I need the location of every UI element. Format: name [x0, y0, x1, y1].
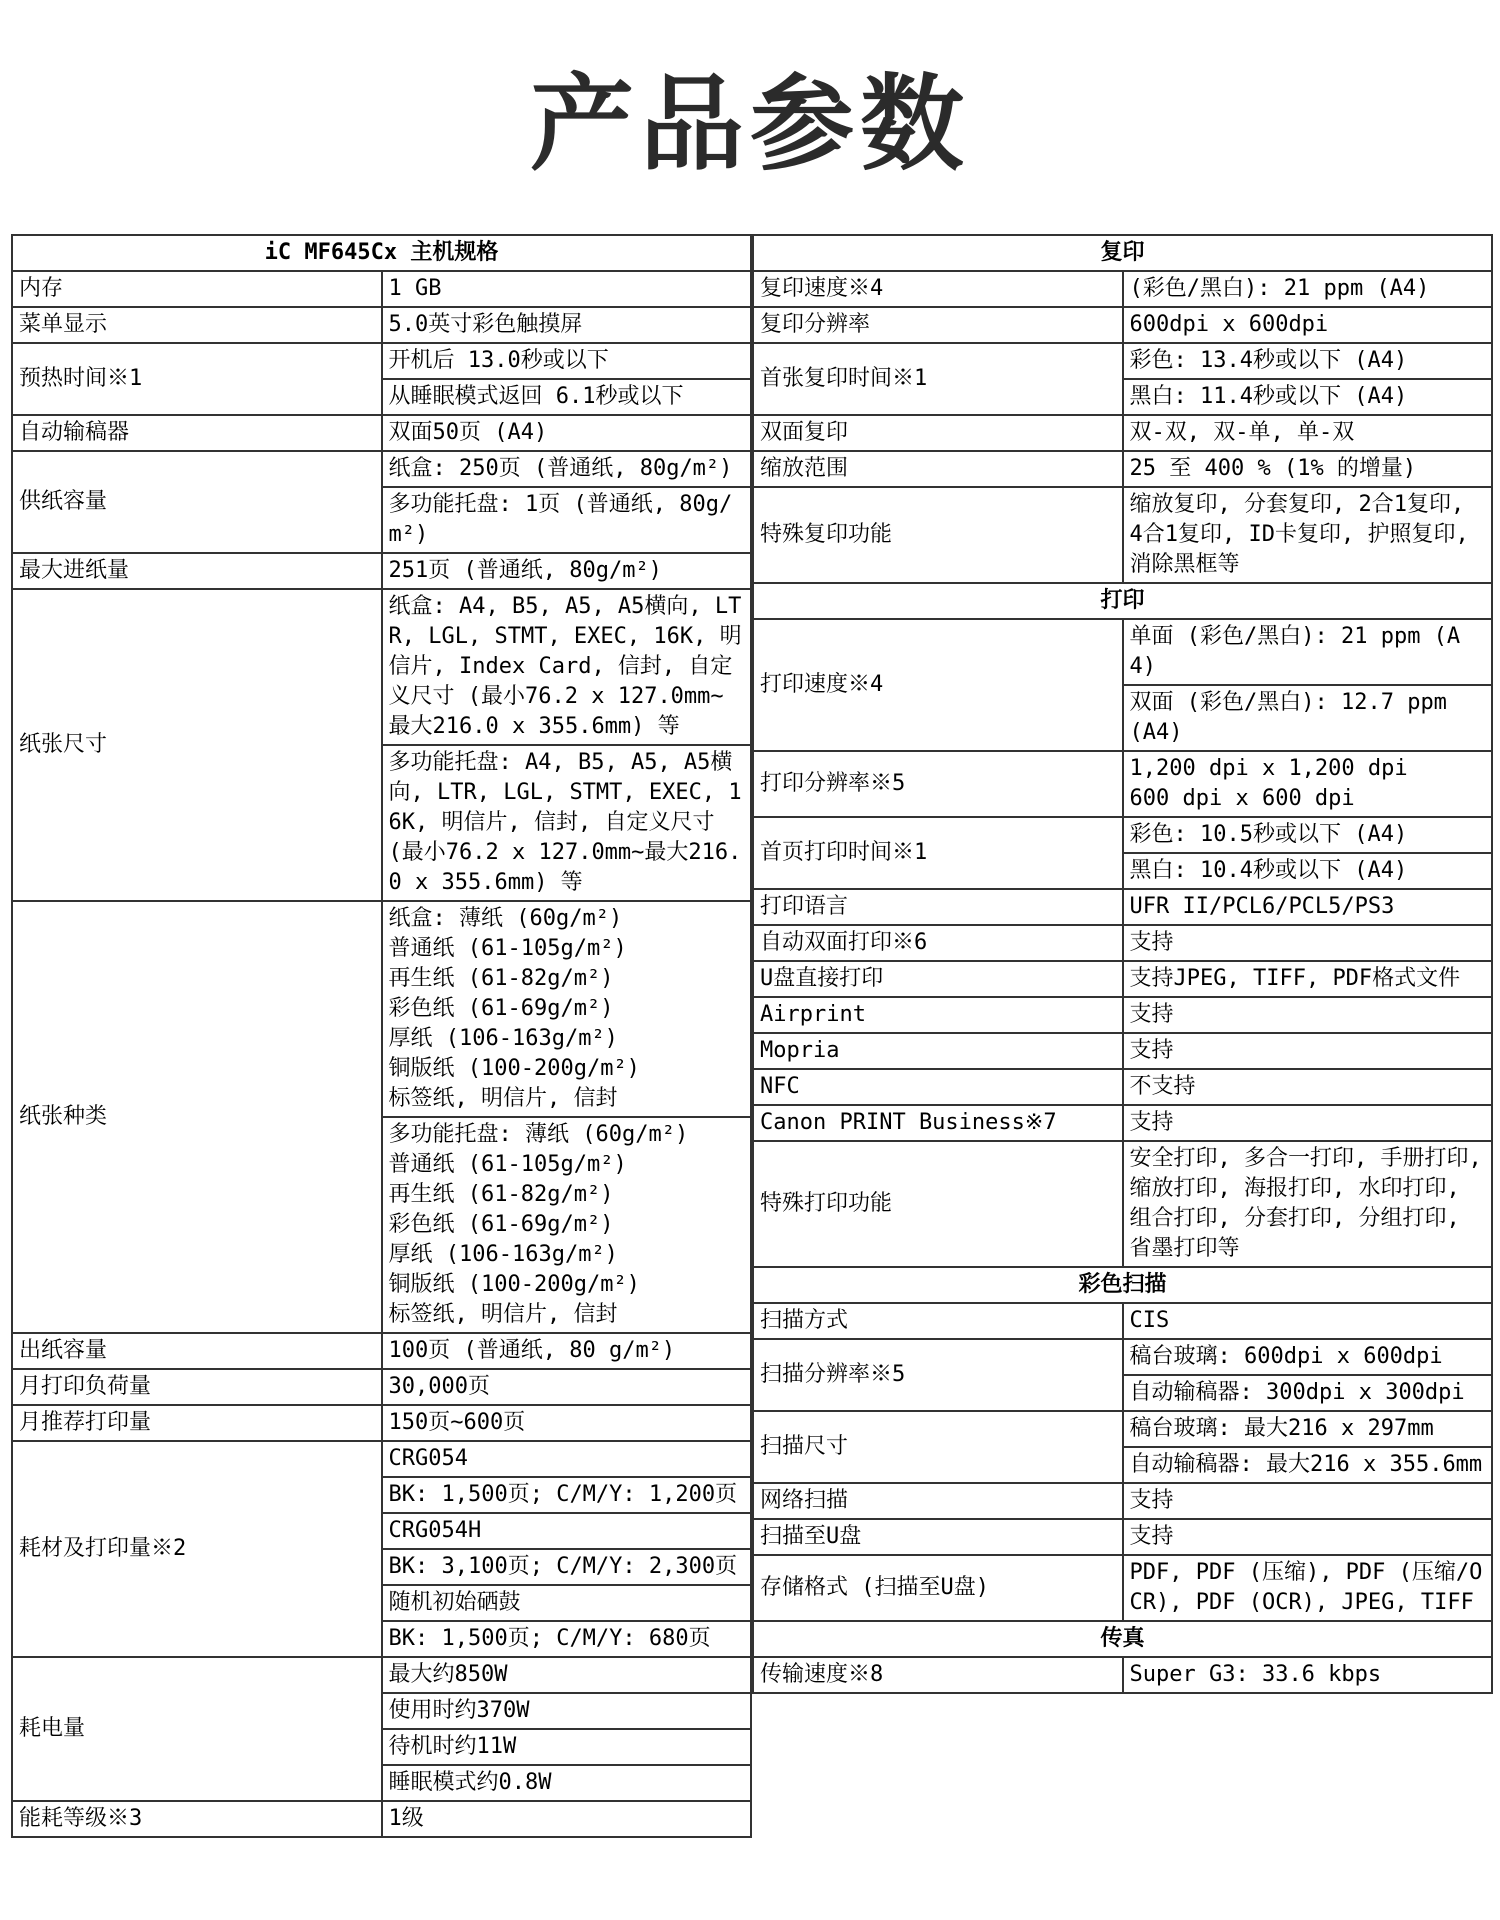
- spec-value: PDF, PDF (压缩), PDF (压缩/OCR), PDF (OCR), JPEG, TIFF: [1123, 1555, 1493, 1621]
- spec-value: 支持: [1123, 997, 1493, 1033]
- spec-label: 预热时间※1: [12, 343, 382, 415]
- section-heading: 传真: [753, 1621, 1492, 1657]
- spec-label: 首页打印时间※1: [753, 817, 1123, 889]
- table-row: [12, 415, 751, 451]
- spec-value-line: 厚纸 (106-163g/m²): [388, 1242, 618, 1267]
- table-row: [753, 343, 1492, 379]
- spec-value: CIS: [1123, 1303, 1493, 1339]
- table-row: [753, 1339, 1492, 1375]
- spec-value: 双-双, 双-单, 单-双: [1123, 415, 1493, 451]
- spec-value: 不支持: [1123, 1069, 1493, 1105]
- spec-value: 稿台玻璃: 600dpi x 600dpi: [1123, 1339, 1493, 1375]
- table-row: [753, 925, 1492, 961]
- spec-label: Canon PRINT Business※7: [753, 1105, 1123, 1141]
- spec-value: 支持JPEG, TIFF, PDF格式文件: [1123, 961, 1493, 997]
- spec-value-line: 铜版纸 (100-200g/m²): [388, 1056, 640, 1081]
- section-header-row: [753, 1267, 1492, 1303]
- table-row: [753, 961, 1492, 997]
- spec-label: 复印分辨率: [753, 307, 1123, 343]
- table-row: [753, 1483, 1492, 1519]
- spec-label: 打印语言: [753, 889, 1123, 925]
- spec-value: 30,000页: [382, 1369, 752, 1405]
- spec-label: 内存: [12, 271, 382, 307]
- table-row: [12, 271, 751, 307]
- table-row: [753, 619, 1492, 685]
- spec-label: 缩放范围: [753, 451, 1123, 487]
- spec-value: 纸盒: 250页 (普通纸, 80g/m²): [382, 451, 752, 487]
- spec-label: NFC: [753, 1069, 1123, 1105]
- table-row: [12, 1801, 751, 1837]
- spec-value: [1123, 751, 1493, 817]
- table-row: [753, 1141, 1492, 1267]
- spec-label: 打印分辨率※5: [753, 751, 1123, 817]
- table-row: [753, 817, 1492, 853]
- spec-label: U盘直接打印: [753, 961, 1123, 997]
- spec-value: 251页 (普通纸, 80g/m²): [382, 553, 752, 589]
- spec-value: [382, 901, 752, 1117]
- table-row: [12, 1369, 751, 1405]
- spec-label: 复印速度※4: [753, 271, 1123, 307]
- spec-label: 扫描至U盘: [753, 1519, 1123, 1555]
- section-header-row: [753, 1621, 1492, 1657]
- spec-label: 纸张种类: [12, 901, 382, 1333]
- spec-label: 扫描方式: [753, 1303, 1123, 1339]
- table-row: [753, 889, 1492, 925]
- table-row: [753, 307, 1492, 343]
- spec-label: 双面复印: [753, 415, 1123, 451]
- spec-value: Super G3: 33.6 kbps: [1123, 1657, 1493, 1693]
- page-title: 产品参数: [529, 63, 970, 185]
- spec-value: 多功能托盘: 1页 (普通纸, 80g/m²): [382, 487, 752, 553]
- spec-value: 安全打印, 多合一打印, 手册打印, 缩放打印, 海报打印, 水印打印, 组合打印, 分套打印, 分组打印, 省墨打印等: [1123, 1141, 1493, 1267]
- table-row: [12, 901, 751, 1117]
- table-row: [753, 997, 1492, 1033]
- spec-value: 使用时约370W: [382, 1693, 752, 1729]
- spec-value: 随机初始硒鼓: [382, 1585, 752, 1621]
- spec-value: 彩色: 13.4秒或以下 (A4): [1123, 343, 1493, 379]
- section-heading: iC MF645Cx 主机规格: [12, 235, 751, 271]
- spec-value: UFR II/PCL6/PCL5/PS3: [1123, 889, 1493, 925]
- spec-value: 支持: [1123, 1033, 1493, 1069]
- spec-label: Airprint: [753, 997, 1123, 1033]
- spec-value: 开机后 13.0秒或以下: [382, 343, 752, 379]
- spec-label: 传输速度※8: [753, 1657, 1123, 1693]
- spec-value-line: 铜版纸 (100-200g/m²): [388, 1272, 640, 1297]
- spec-value: 支持: [1123, 1483, 1493, 1519]
- spec-value: 双面 (彩色/黑白): 12.7 ppm (A4): [1123, 685, 1493, 751]
- spec-value: 支持: [1123, 925, 1493, 961]
- spec-value-line: 再生纸 (61-82g/m²): [388, 966, 614, 991]
- spec-value: 从睡眠模式返回 6.1秒或以下: [382, 379, 752, 415]
- spec-label: 纸张尺寸: [12, 589, 382, 901]
- section-header-row: [753, 583, 1492, 619]
- spec-value: 1 GB: [382, 271, 752, 307]
- spec-value: CRG054H: [382, 1513, 752, 1549]
- spec-value: 黑白: 11.4秒或以下 (A4): [1123, 379, 1493, 415]
- spec-value-line: 普通纸 (61-105g/m²): [388, 1152, 627, 1177]
- table-row: [12, 589, 751, 745]
- spec-value: 稿台玻璃: 最大216 x 297mm: [1123, 1411, 1493, 1447]
- spec-label: 网络扫描: [753, 1483, 1123, 1519]
- spec-value: 双面50页 (A4): [382, 415, 752, 451]
- table-row: [12, 1441, 751, 1477]
- spec-label: 扫描分辨率※5: [753, 1339, 1123, 1411]
- table-row: [753, 1411, 1492, 1447]
- table-row: [753, 751, 1492, 817]
- spec-value: CRG054: [382, 1441, 752, 1477]
- section-header-row: [12, 235, 751, 271]
- spec-label: 特殊复印功能: [753, 487, 1123, 583]
- spec-value-line: 厚纸 (106-163g/m²): [388, 1026, 618, 1051]
- spec-value-line: 彩色纸 (61-69g/m²): [388, 1212, 614, 1237]
- spec-value: 1级: [382, 1801, 752, 1837]
- spec-label: 特殊打印功能: [753, 1141, 1123, 1267]
- table-row: [12, 307, 751, 343]
- table-row: [12, 553, 751, 589]
- table-row: [753, 1555, 1492, 1621]
- spec-value-line: 普通纸 (61-105g/m²): [388, 936, 627, 961]
- spec-value: 纸盒: A4, B5, A5, A5横向, LTR, LGL, STMT, EXEC, 16K, 明信片, Index Card, 信封, 自定义尺寸 (最小76.2 x 127.0mm~最大216.0 x 355.6mm) 等: [382, 589, 752, 745]
- spec-label: 自动输稿器: [12, 415, 382, 451]
- spec-value-line: 纸盒: 薄纸 (60g/m²): [388, 906, 623, 931]
- spec-label: 存储格式 (扫描至U盘): [753, 1555, 1123, 1621]
- table-row: [12, 343, 751, 379]
- spec-label: 能耗等级※3: [12, 1801, 382, 1837]
- spec-value-line: 600 dpi x 600 dpi: [1129, 786, 1355, 811]
- table-row: [753, 1033, 1492, 1069]
- table-row: [12, 451, 751, 487]
- spec-value: 支持: [1123, 1105, 1493, 1141]
- table-row: [753, 271, 1492, 307]
- spec-label: 月打印负荷量: [12, 1369, 382, 1405]
- spec-value: 25 至 400 % (1% 的增量): [1123, 451, 1493, 487]
- spec-value: (彩色/黑白): 21 ppm (A4): [1123, 271, 1493, 307]
- spec-label: 最大进纸量: [12, 553, 382, 589]
- spec-label: 首张复印时间※1: [753, 343, 1123, 415]
- spec-label: 耗电量: [12, 1657, 382, 1801]
- spec-label: 耗材及打印量※2: [12, 1441, 382, 1657]
- spec-value: 单面 (彩色/黑白): 21 ppm (A4): [1123, 619, 1493, 685]
- spec-value: 自动输稿器: 300dpi x 300dpi: [1123, 1375, 1493, 1411]
- table-row: [12, 1405, 751, 1441]
- spec-value-line: 再生纸 (61-82g/m²): [388, 1182, 614, 1207]
- spec-value: 彩色: 10.5秒或以下 (A4): [1123, 817, 1493, 853]
- table-row: [753, 1303, 1492, 1339]
- table-row: [12, 1333, 751, 1369]
- spec-value: 黑白: 10.4秒或以下 (A4): [1123, 853, 1493, 889]
- spec-value: 5.0英寸彩色触摸屏: [382, 307, 752, 343]
- spec-value-line: 多功能托盘: 薄纸 (60g/m²): [388, 1122, 689, 1147]
- spec-value-line: 彩色纸 (61-69g/m²): [388, 996, 614, 1021]
- spec-label: Mopria: [753, 1033, 1123, 1069]
- spec-value: 最大约850W: [382, 1657, 752, 1693]
- spec-label: 扫描尺寸: [753, 1411, 1123, 1483]
- spec-value: BK: 1,500页; C/M/Y: 1,200页: [382, 1477, 752, 1513]
- spec-value: 缩放复印, 分套复印, 2合1复印, 4合1复印, ID卡复印, 护照复印, 消除黑框等: [1123, 487, 1493, 583]
- spec-value: 睡眠模式约0.8W: [382, 1765, 752, 1801]
- table-row: [753, 487, 1492, 583]
- section-heading: 复印: [753, 235, 1492, 271]
- spec-value: 支持: [1123, 1519, 1493, 1555]
- main-spec-table: [11, 234, 752, 1838]
- table-row: [12, 1657, 751, 1693]
- table-row: [753, 451, 1492, 487]
- spec-label: 供纸容量: [12, 451, 382, 553]
- table-row: [753, 1519, 1492, 1555]
- spec-label: 月推荐打印量: [12, 1405, 382, 1441]
- function-spec-table: [752, 234, 1493, 1694]
- section-heading: 打印: [753, 583, 1492, 619]
- spec-value: 待机时约11W: [382, 1729, 752, 1765]
- spec-value: 多功能托盘: A4, B5, A5, A5横向, LTR, LGL, STMT, EXEC, 16K, 明信片, 信封, 自定义尺寸 (最小76.2 x 127.0mm~最大216.0 x 355.6mm) 等: [382, 745, 752, 901]
- spec-value: [382, 1117, 752, 1333]
- spec-value: 100页 (普通纸, 80 g/m²): [382, 1333, 752, 1369]
- spec-label: 出纸容量: [12, 1333, 382, 1369]
- spec-value: 自动输稿器: 最大216 x 355.6mm: [1123, 1447, 1493, 1483]
- table-row: [753, 1069, 1492, 1105]
- table-row: [753, 1657, 1492, 1693]
- spec-value-line: 标签纸, 明信片, 信封: [388, 1302, 618, 1327]
- section-heading: 彩色扫描: [753, 1267, 1492, 1303]
- table-row: [753, 1105, 1492, 1141]
- spec-label: 菜单显示: [12, 307, 382, 343]
- spec-label: 打印速度※4: [753, 619, 1123, 751]
- spec-label: 自动双面打印※6: [753, 925, 1123, 961]
- spec-value: BK: 3,100页; C/M/Y: 2,300页: [382, 1549, 752, 1585]
- spec-value: BK: 1,500页; C/M/Y: 680页: [382, 1621, 752, 1657]
- spec-value: 150页~600页: [382, 1405, 752, 1441]
- section-header-row: [753, 235, 1492, 271]
- table-row: [753, 415, 1492, 451]
- spec-value-line: 1,200 dpi x 1,200 dpi: [1129, 756, 1408, 781]
- spec-value: 600dpi x 600dpi: [1123, 307, 1493, 343]
- spec-value-line: 标签纸, 明信片, 信封: [388, 1086, 618, 1111]
